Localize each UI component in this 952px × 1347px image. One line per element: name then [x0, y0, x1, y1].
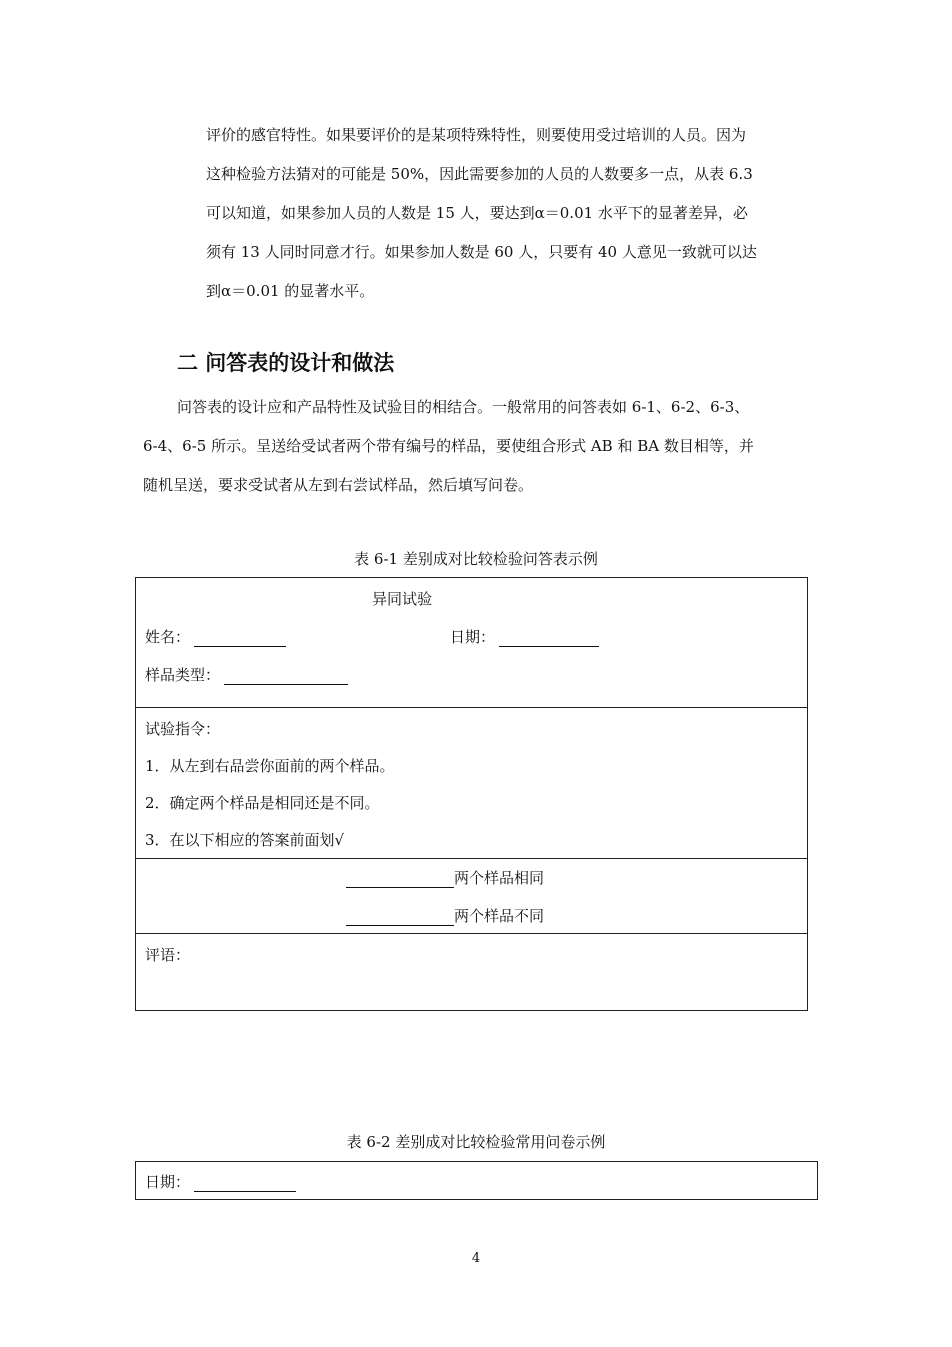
- paragraph-line: 到α＝0.01 的显著水平。: [206, 282, 375, 300]
- instructions-section: [136, 707, 807, 858]
- sample-type-field: [145, 664, 348, 685]
- paragraph-line: 6-4、6-5 所示。呈送给受试者两个带有编号的样品，要使组合形式 AB 和 BA 数目相等，并: [143, 437, 754, 455]
- questionnaire-table-2: [135, 1161, 818, 1200]
- date-blank[interactable]: [194, 1175, 296, 1192]
- answer-option-different: [346, 905, 544, 926]
- option-label: 两个样品不同: [454, 907, 545, 925]
- paragraph-line: 这种检验方法猜对的可能是 50%，因此需要参加的人员的人数要多一点，从表 6.3: [206, 165, 753, 183]
- date-field: [145, 1171, 296, 1192]
- paragraph-line: 可以知道，如果参加人员的人数是 15 人，要达到α＝0.01 水平下的显著差异，必: [206, 204, 748, 222]
- paragraph-line: 随机呈送，要求受试者从左到右尝试样品，然后填写问卷。: [143, 476, 534, 494]
- table1-caption: 表 6-1 差别成对比较检验问答表示例: [354, 550, 598, 568]
- instruction-item: 2．确定两个样品是相同还是不同。: [145, 794, 380, 812]
- header-section: [136, 578, 807, 707]
- date-label: 日期：: [145, 1173, 191, 1191]
- date-label: 日期：: [450, 628, 496, 646]
- instruction-item: 1．从左到右品尝你面前的两个样品。: [145, 757, 395, 775]
- paragraph-line: 评价的感官特性。如果要评价的是某项特殊特性，则要使用受过培训的人员。因为: [206, 126, 747, 144]
- paragraph-line: 须有 13 人同时同意才行。如果参加人数是 60 人，只要有 40 人意见一致就可以达: [206, 243, 757, 261]
- name-label: 姓名：: [145, 628, 191, 646]
- test-title: 异同试验: [372, 590, 433, 608]
- date-field: [450, 626, 599, 647]
- option-label: 两个样品相同: [454, 869, 545, 887]
- comments-section[interactable]: [136, 933, 807, 1010]
- instruction-item: 3．在以下相应的答案前面划√: [145, 831, 345, 849]
- answer-blank-different[interactable]: [346, 909, 454, 926]
- instructions-label: 试验指令：: [145, 720, 221, 738]
- sample-type-label: 样品类型：: [145, 666, 221, 684]
- name-field: [145, 626, 286, 647]
- comments-label: 评语：: [145, 946, 191, 964]
- page-number: 4: [471, 1251, 481, 1266]
- answer-blank-same[interactable]: [346, 871, 454, 888]
- date-blank[interactable]: [499, 630, 599, 647]
- paragraph-continued: [206, 116, 810, 311]
- sample-type-blank[interactable]: [224, 668, 348, 685]
- section-heading: 二 问答表的设计和做法: [177, 351, 395, 375]
- name-blank[interactable]: [194, 630, 286, 647]
- answer-section: [136, 858, 807, 933]
- paragraph-intro: [143, 388, 811, 505]
- table2-caption: 表 6-2 差别成对比较检验常用问卷示例: [346, 1133, 606, 1151]
- questionnaire-table-1: [135, 577, 808, 1011]
- paragraph-line: 问答表的设计应和产品特性及试验目的相结合。一般常用的问答表如 6-1、6-2、6-3、: [177, 398, 750, 416]
- answer-option-same: [346, 867, 544, 888]
